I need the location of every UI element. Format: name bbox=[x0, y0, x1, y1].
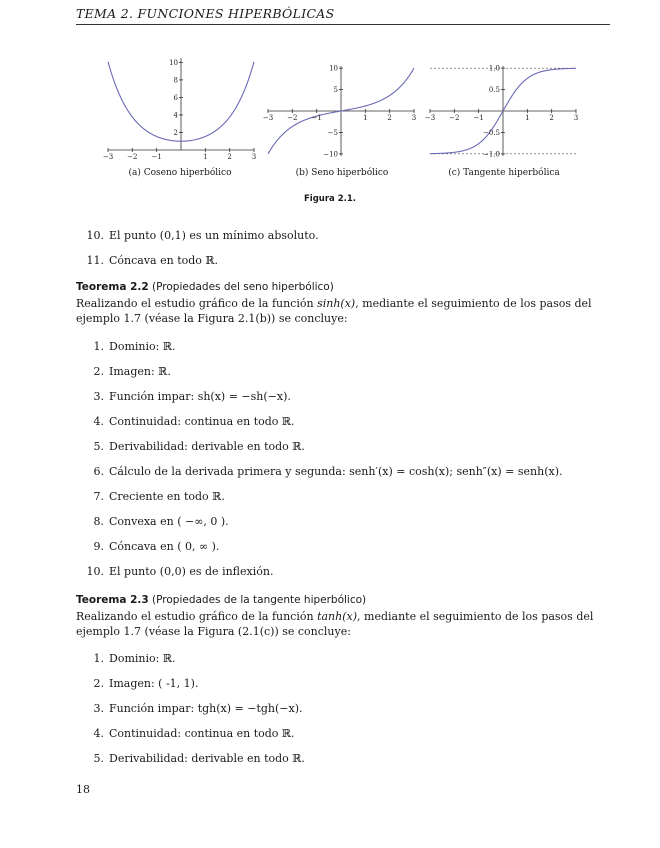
list-item-text: Función impar: tgh(x) = −tgh(−x). bbox=[109, 702, 303, 715]
intro-text: Realizando el estudio gráfico de la función bbox=[76, 297, 318, 310]
figure-label: Figura 2.1. bbox=[303, 194, 357, 204]
x-tick-label: −1 bbox=[311, 114, 322, 122]
list-item-number: 5. bbox=[93, 440, 104, 453]
list-item-text: Cóncava en ( 0, ∞ ). bbox=[109, 540, 220, 553]
list-item-number: 3. bbox=[93, 390, 104, 403]
theorem-intro bbox=[76, 296, 616, 326]
x-tick-label: −1 bbox=[473, 114, 484, 122]
list-item-number: 8. bbox=[93, 515, 104, 528]
x-tick-label: 2 bbox=[227, 153, 232, 161]
y-tick-label: 5 bbox=[333, 86, 338, 95]
x-tick-label: 1 bbox=[363, 114, 368, 122]
list-item-number: 4. bbox=[93, 727, 104, 740]
caption-tanh: (c) Tangente hiperbólica bbox=[448, 168, 560, 178]
list-item-number: 4. bbox=[93, 415, 104, 428]
x-tick-label: 3 bbox=[573, 114, 579, 122]
y-tick-label: −5 bbox=[327, 128, 338, 137]
y-tick-label: −10 bbox=[323, 150, 338, 159]
x-tick-label: −1 bbox=[151, 153, 162, 161]
list-item-text: Función impar: sh(x) = −sh(−x). bbox=[109, 390, 291, 403]
intro-function: tanh(x) bbox=[317, 610, 358, 623]
list-item-text: Cóncava en todo ℝ. bbox=[109, 254, 219, 267]
list-item-number: 10. bbox=[86, 229, 104, 242]
figure-panel-cosh bbox=[100, 52, 260, 164]
list-item-number: 9. bbox=[93, 540, 104, 553]
list-item bbox=[86, 677, 198, 690]
list-item-text: Imagen: ( -1, 1). bbox=[109, 677, 199, 690]
list-item bbox=[86, 727, 295, 740]
intro-text: Realizando el estudio gráfico de la función bbox=[76, 610, 318, 623]
list-item-number: 6. bbox=[93, 465, 104, 478]
list-item bbox=[86, 565, 273, 578]
intro-function: sinh(x) bbox=[317, 297, 356, 310]
list-item-text: Cálculo de la derivada primera y segunda: senh′(x) = cosh(x); senh″(x) = senh(x). bbox=[109, 465, 563, 478]
sinh-chart bbox=[262, 60, 422, 164]
list-item bbox=[86, 752, 305, 765]
list-item-text: Continuidad: continua en todo ℝ. bbox=[109, 727, 295, 740]
caption-sinh: (b) Seno hiperbólico bbox=[295, 168, 389, 178]
list-item-text: Continuidad: continua en todo ℝ. bbox=[109, 415, 295, 428]
x-tick-label: −3 bbox=[262, 114, 274, 122]
x-tick-label: 3 bbox=[251, 153, 257, 161]
y-tick-label: 4 bbox=[173, 111, 178, 120]
list-item-text: Convexa en ( −∞, 0 ). bbox=[109, 515, 229, 528]
y-tick-label: 6 bbox=[173, 93, 178, 102]
y-tick-label: 0.5 bbox=[488, 86, 500, 95]
tanh-chart bbox=[424, 60, 584, 164]
list-item-text: Creciente en todo ℝ. bbox=[109, 490, 225, 503]
x-tick-label: −2 bbox=[449, 114, 460, 122]
theorem-label: Teorema 2.2 bbox=[76, 281, 149, 293]
list-item-number: 2. bbox=[93, 677, 104, 690]
x-tick-label: 2 bbox=[549, 114, 554, 122]
x-tick-label: −3 bbox=[102, 153, 114, 161]
y-tick-label: −1.0 bbox=[483, 150, 500, 159]
list-item bbox=[86, 365, 171, 378]
intro-text: , mediante el seguimiento de los pasos del ejemplo 1.7 (véase la Figura 2.1(b)) se concluye: bbox=[76, 297, 592, 325]
list-item-number: 2. bbox=[93, 365, 104, 378]
list-item-text: El punto (0,1) es un mínimo absoluto. bbox=[109, 229, 319, 242]
x-tick-label: 3 bbox=[411, 114, 417, 122]
y-tick-label: 2 bbox=[173, 128, 178, 137]
x-tick-label: 1 bbox=[203, 153, 208, 161]
figure-panel-tanh bbox=[424, 60, 584, 164]
figure-panel-sinh bbox=[262, 60, 422, 164]
list-item bbox=[86, 254, 218, 267]
page-number: 18 bbox=[76, 783, 90, 796]
theorem-label: Teorema 2.3 bbox=[76, 594, 149, 606]
list-item-number: 5. bbox=[93, 752, 104, 765]
list-item-text: El punto (0,0) es de inflexión. bbox=[109, 565, 274, 578]
theorem-title: (Propiedades del seno hiperbólico) bbox=[152, 281, 334, 293]
theorem-heading bbox=[76, 281, 334, 293]
cosh-chart bbox=[100, 52, 260, 164]
y-tick-label: 10 bbox=[329, 64, 338, 73]
list-item-number: 10. bbox=[86, 565, 104, 578]
list-item bbox=[86, 702, 303, 715]
running-header: TEMA 2. FUNCIONES HIPERBÓLICAS bbox=[76, 6, 610, 25]
list-item-number: 11. bbox=[86, 254, 104, 267]
list-item-text: Derivabilidad: derivable en todo ℝ. bbox=[109, 752, 305, 765]
x-tick-label: −2 bbox=[287, 114, 298, 122]
list-item bbox=[86, 340, 175, 353]
list-item bbox=[86, 229, 319, 242]
list-item-text: Imagen: ℝ. bbox=[109, 365, 171, 378]
list-item-text: Derivabilidad: derivable en todo ℝ. bbox=[109, 440, 305, 453]
caption-cosh: (a) Coseno hiperbólico bbox=[128, 168, 232, 178]
x-tick-label: 1 bbox=[525, 114, 530, 122]
list-item bbox=[86, 515, 229, 528]
list-item-number: 1. bbox=[93, 652, 104, 665]
y-tick-label: 10 bbox=[169, 58, 178, 67]
list-item-number: 7. bbox=[93, 490, 104, 503]
x-tick-label: −2 bbox=[127, 153, 138, 161]
list-item-number: 1. bbox=[93, 340, 104, 353]
list-item bbox=[86, 652, 175, 665]
theorem-intro bbox=[76, 609, 616, 639]
theorem-heading bbox=[76, 594, 366, 606]
y-tick-label: 8 bbox=[173, 76, 178, 85]
list-item-text: Dominio: ℝ. bbox=[109, 340, 176, 353]
theorem-title: (Propiedades de la tangente hiperbólico) bbox=[152, 594, 367, 606]
intro-text: , mediante el seguimiento de los pasos del ejemplo 1.7 (véase la Figura (2.1(c)) se concluye: bbox=[76, 610, 594, 638]
x-tick-label: −3 bbox=[424, 114, 436, 122]
list-item bbox=[86, 540, 219, 553]
x-tick-label: 2 bbox=[387, 114, 392, 122]
list-item bbox=[86, 415, 295, 428]
y-tick-label: 1.0 bbox=[488, 64, 500, 73]
list-item-text: Dominio: ℝ. bbox=[109, 652, 176, 665]
list-item bbox=[86, 465, 563, 478]
list-item bbox=[86, 440, 305, 453]
y-tick-label: −0.5 bbox=[483, 128, 500, 137]
list-item-number: 3. bbox=[93, 702, 104, 715]
list-item bbox=[86, 490, 225, 503]
list-item bbox=[86, 390, 291, 403]
